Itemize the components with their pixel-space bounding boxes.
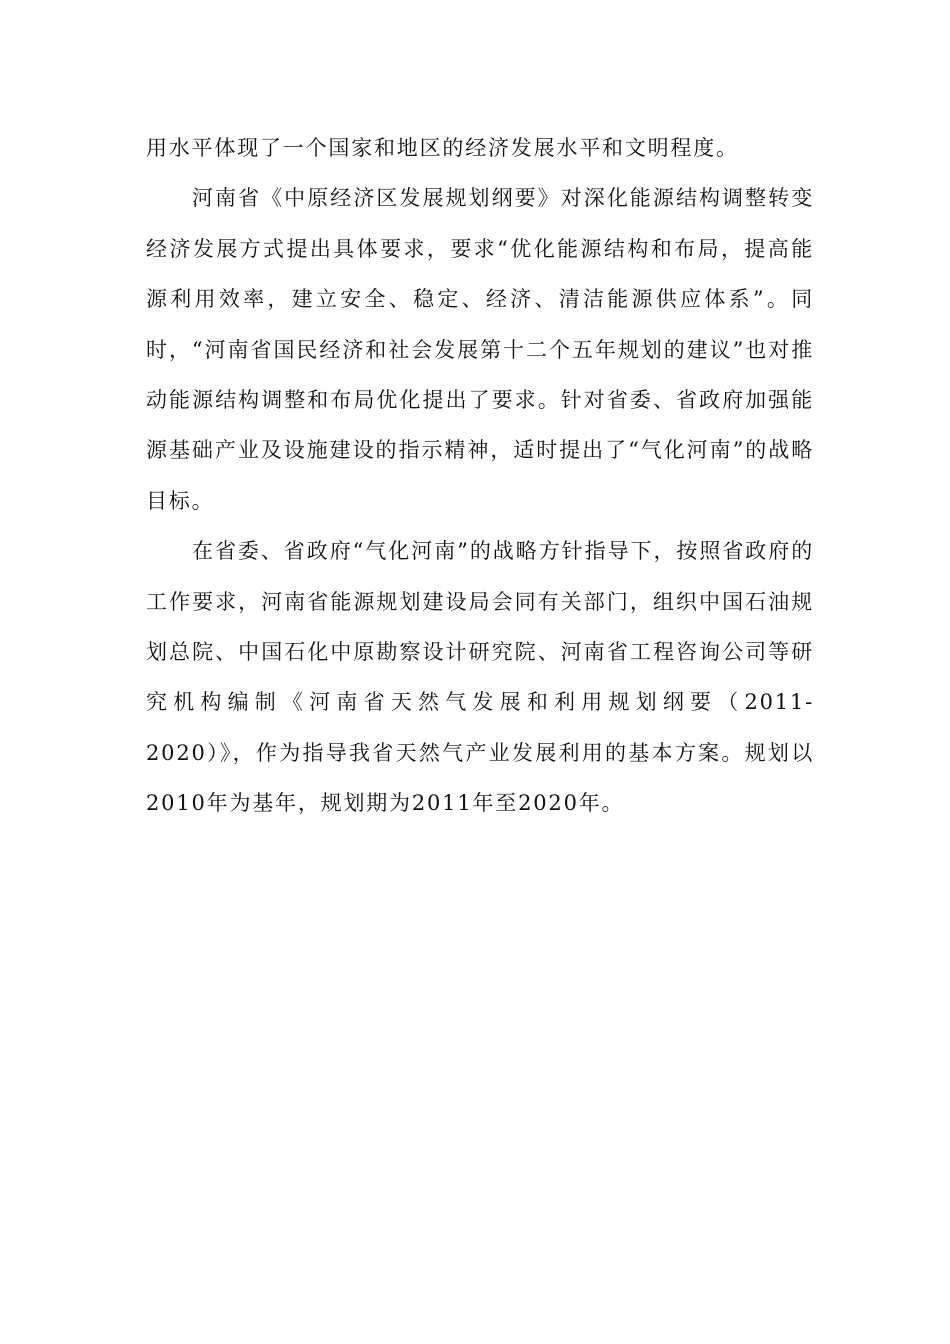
body-text [146, 123, 814, 829]
paragraph-gas-plan: 在省委、省政府“气化河南”的战略方针指导下，按照省政府的工作要求，河南省能源规划建设局会同有关部门，组织中国石油规划总院、中国石化中原勘察设计研究院、河南省工程咨询公司等研究机构编制《河南省天然气发展和利用规划纲要（2011-2020）》，作为指导我省天然气产业发展利用的基本方案。规划以2010年为基年，规划期为2011年至2020年。 [146, 539, 814, 816]
paragraph-planning-outline: 河南省《中原经济区发展规划纲要》对深化能源结构调整转变经济发展方式提出具体要求，要求“优化能源结构和布局，提高能源利用效率，建立安全、稳定、经济、清洁能源供应体系”。同时，“河南省国民经济和社会发展第十二个五年规划的建议”也对推动能源结构调整和布局优化提出了要求。针对省委、省政府加强能源基础产业及设施建设的指示精神，适时提出了“气化河南”的战略目标。 [146, 186, 814, 513]
paragraph-continuation: 用水平体现了一个国家和地区的经济发展水平和文明程度。 [146, 136, 739, 160]
